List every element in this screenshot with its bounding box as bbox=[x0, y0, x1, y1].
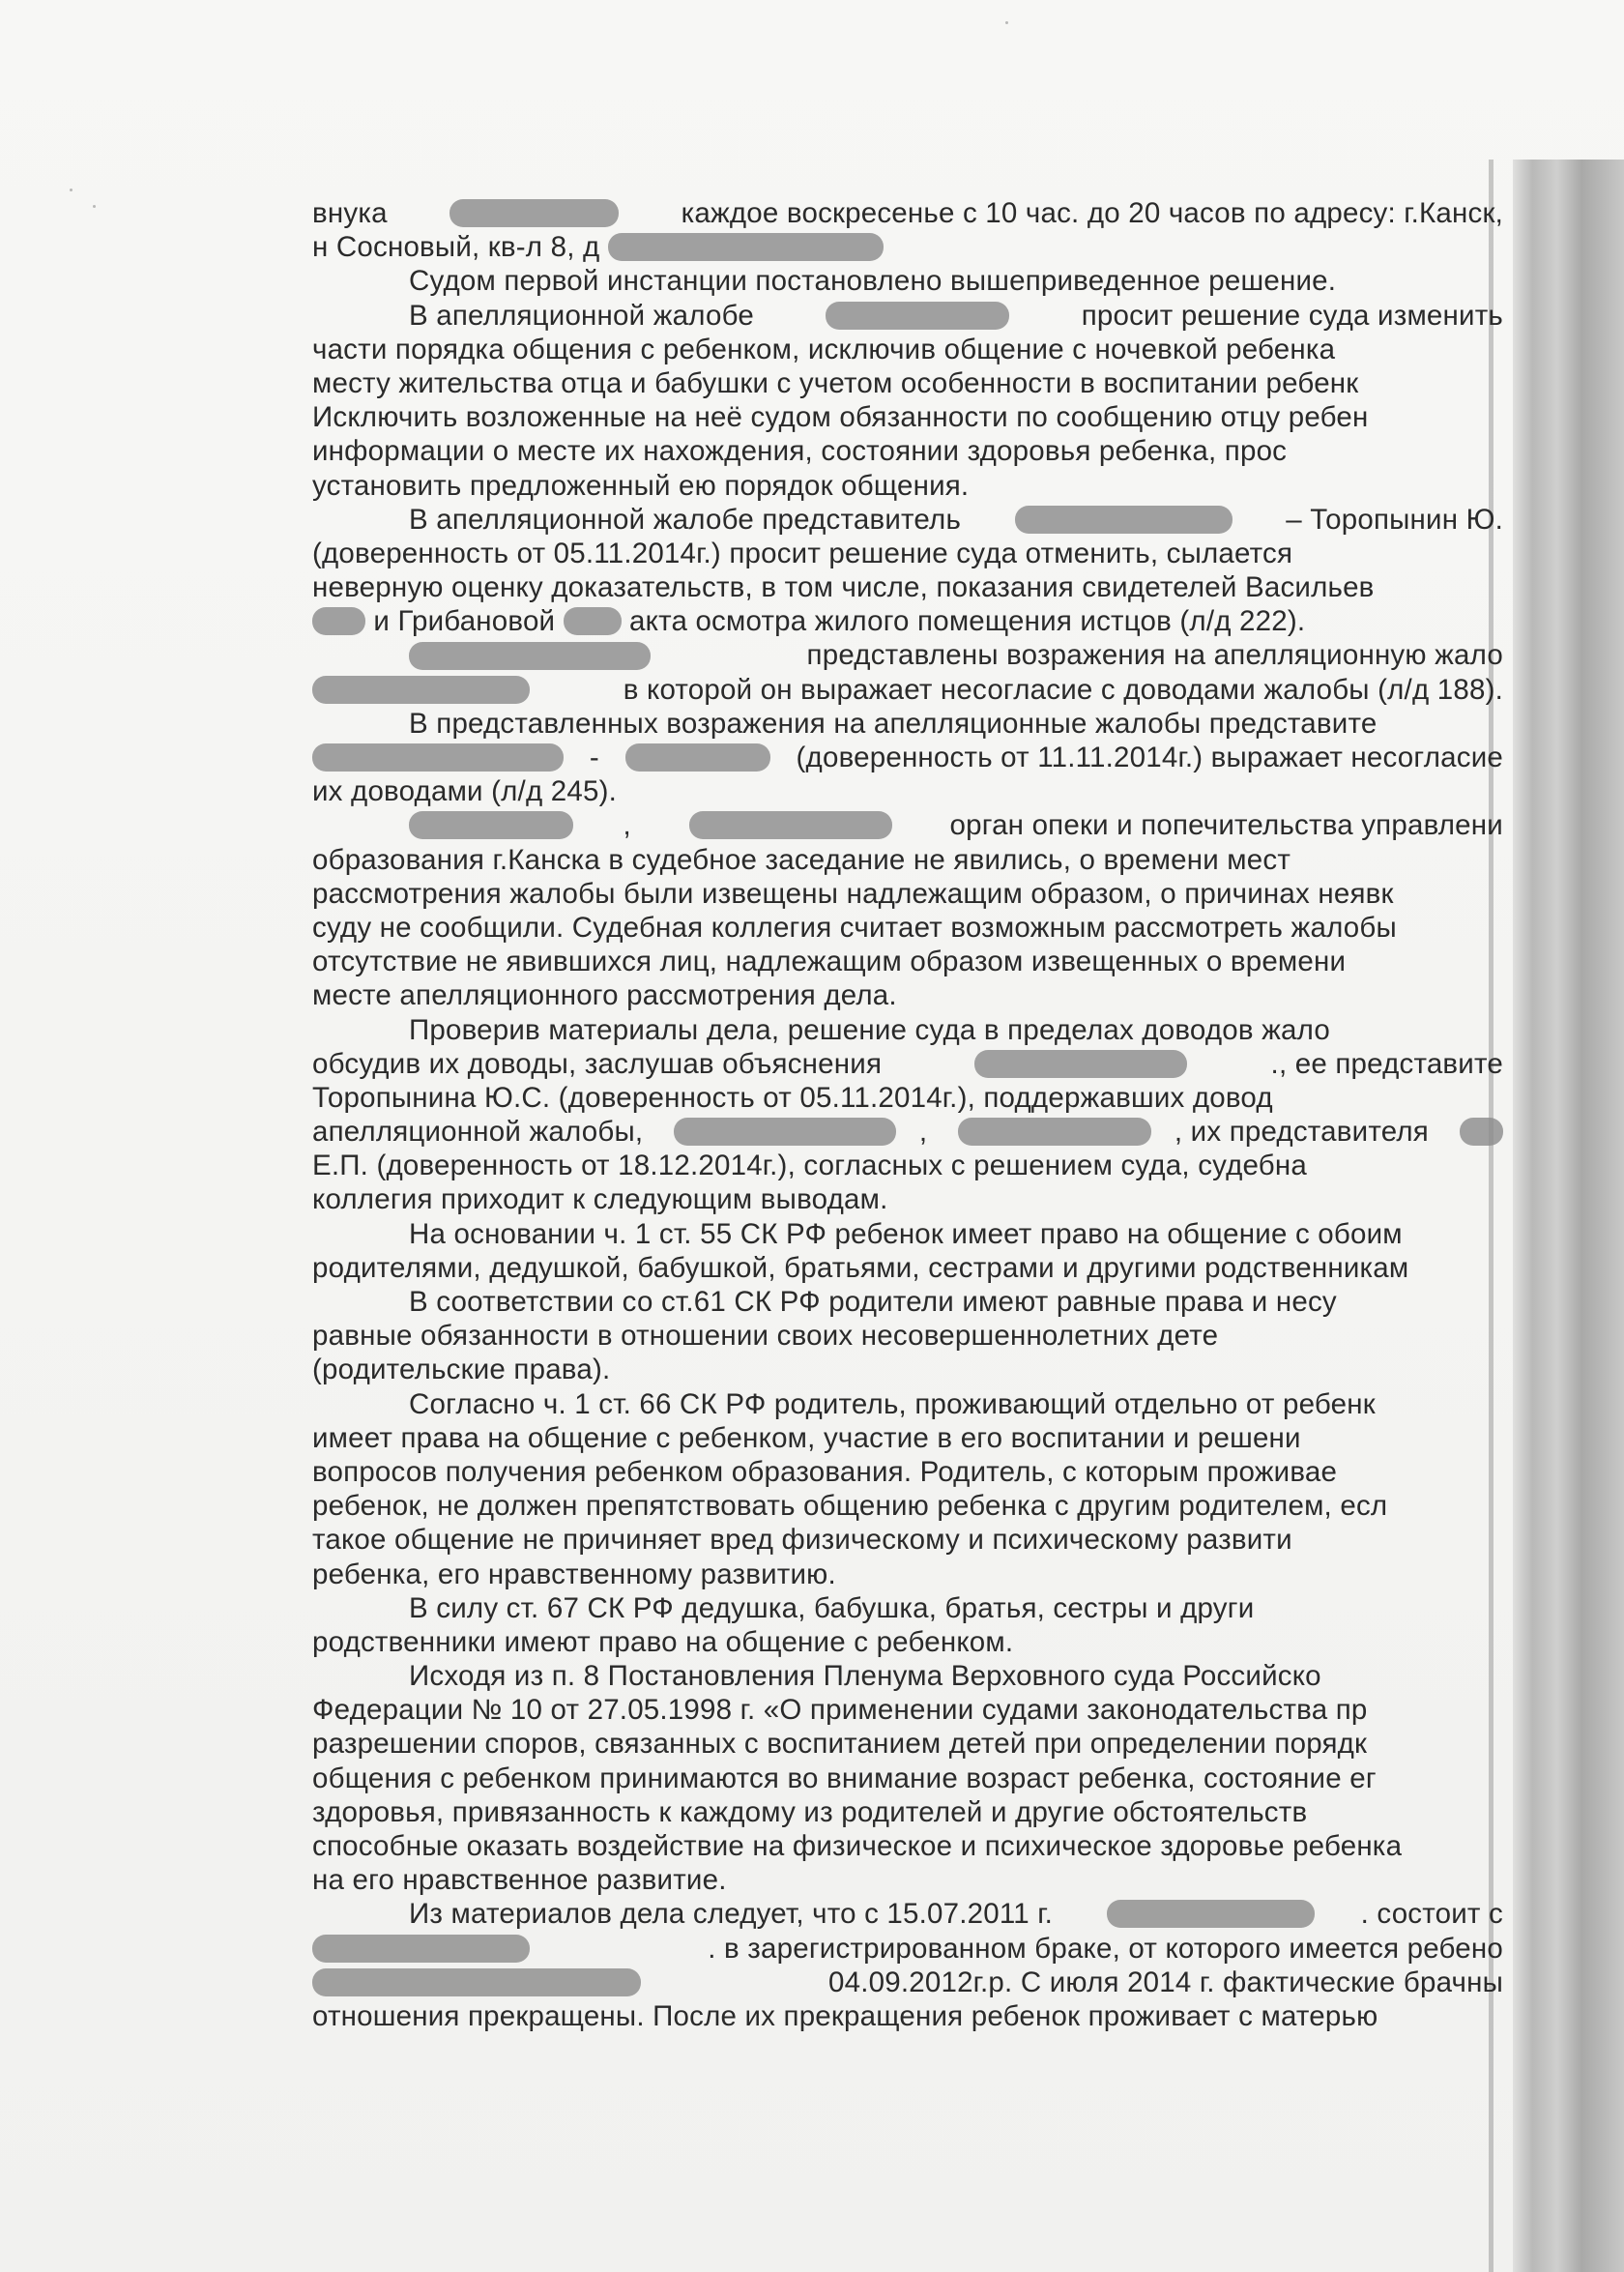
text-line bbox=[312, 1081, 1503, 1115]
redaction-blur bbox=[409, 642, 651, 670]
text-segment: , bbox=[918, 1116, 936, 1149]
redaction-blur bbox=[312, 743, 564, 772]
text-segment: В представленных возражения на апелляционные жалобы представите bbox=[409, 707, 1378, 740]
text-segment: (доверенность от 11.11.2014г.) выражает несогласие bbox=[788, 742, 1503, 773]
text-segment: представлены возражения на апелляционную жало bbox=[798, 639, 1503, 672]
text-segment: просит решение суда изменить bbox=[1073, 299, 1503, 332]
text-segment: ребенка, его нравственному развитию. bbox=[312, 1558, 836, 1590]
text-line bbox=[312, 843, 1503, 877]
redaction-blur bbox=[1107, 1900, 1315, 1928]
text-segment: , их представителя bbox=[1174, 1116, 1437, 1149]
redaction-blur bbox=[564, 607, 622, 635]
redaction-blur bbox=[689, 811, 892, 839]
text-segment: такое общение не причиняет вред физическому и психическому развити bbox=[312, 1524, 1292, 1557]
text-line bbox=[312, 1659, 1503, 1693]
text-line bbox=[312, 1591, 1503, 1625]
text-segment: внука bbox=[312, 197, 396, 229]
text-segment: Торопынина Ю.С. (доверенность от 05.11.2014г.), поддержавших довод bbox=[312, 1081, 1273, 1114]
text-segment: В апелляционной жалобе bbox=[409, 299, 763, 332]
text-segment: апелляционной жалобы, bbox=[312, 1116, 652, 1149]
redaction-blur bbox=[826, 302, 1009, 330]
text-segment: Проверив материалы дела, решение суда в пределах доводов жало bbox=[409, 1013, 1331, 1046]
text-segment: 04.09.2012г.р. С июля 2014 г. фактические брачны bbox=[820, 1966, 1503, 1998]
text-segment: части порядка общения с ребенком, исключив общение с ночевкой ребенка bbox=[312, 333, 1336, 365]
text-line bbox=[312, 1999, 1503, 2033]
text-line bbox=[312, 1285, 1503, 1319]
text-line bbox=[312, 1217, 1503, 1251]
text-line bbox=[312, 945, 1503, 978]
text-segment: Исключить возложенные на неё судом обязанности по сообщению отцу ребен bbox=[312, 401, 1369, 434]
text-line bbox=[312, 707, 1503, 741]
text-line bbox=[312, 911, 1503, 945]
text-line bbox=[312, 1829, 1503, 1863]
text-line bbox=[312, 1353, 1503, 1386]
text-line bbox=[312, 1558, 1503, 1591]
redaction-blur bbox=[409, 811, 573, 839]
redaction-blur bbox=[958, 1118, 1151, 1146]
text-line bbox=[312, 1013, 1503, 1047]
text-segment: Федерации № 10 от 27.05.1998 г. «О применении судами законодательства пр bbox=[312, 1694, 1368, 1727]
redaction-blur bbox=[312, 1968, 641, 1996]
text-segment: на его нравственное развитие. bbox=[312, 1864, 727, 1897]
text-line bbox=[312, 673, 1503, 707]
text-segment: каждое воскресенье с 10 час. до 20 часов по адресу: г.Канск, bbox=[673, 197, 1503, 229]
text-segment: рассмотрения жалобы были извещены надлежащим образом, о причинах неявк bbox=[312, 877, 1394, 910]
text-line bbox=[312, 1319, 1503, 1353]
text-segment: отсутствие не явившихся лиц, надлежащим образом извещенных о времени bbox=[312, 946, 1347, 978]
text-segment: в которой он выражает несогласие с доводами жалобы (л/д 188). bbox=[615, 673, 1503, 706]
text-segment: их доводами (л/д 245). bbox=[312, 775, 617, 808]
text-line bbox=[312, 299, 1503, 333]
text-segment: вопросов получения ребенком образования. Родитель, с которым проживае bbox=[312, 1455, 1338, 1488]
redaction-blur bbox=[674, 1118, 896, 1146]
text-segment: месту жительства отца и бабушки с учетом особенности в воспитании ребенк bbox=[312, 366, 1359, 399]
redaction-blur bbox=[312, 1935, 530, 1963]
text-line bbox=[312, 366, 1503, 400]
text-segment: здоровья, привязанность к каждому из родителей и другие обстоятельств bbox=[312, 1795, 1308, 1828]
text-line bbox=[312, 1387, 1503, 1421]
text-line bbox=[312, 877, 1503, 911]
text-line bbox=[312, 1489, 1503, 1523]
text-line bbox=[312, 1625, 1503, 1659]
text-segment: , bbox=[623, 809, 640, 842]
text-line bbox=[312, 1523, 1503, 1557]
text-line bbox=[312, 978, 1503, 1012]
text-line bbox=[312, 774, 1503, 808]
text-segment: обсудив их доводы, заслушав объяснения bbox=[312, 1047, 890, 1080]
redaction-blur bbox=[974, 1050, 1187, 1078]
document-body bbox=[312, 196, 1503, 2159]
text-segment: суду не сообщили. Судебная коллегия считает возможным рассмотреть жалобы bbox=[312, 911, 1397, 944]
text-segment: – Торопынин Ю. bbox=[1277, 503, 1503, 536]
text-line bbox=[312, 503, 1503, 537]
text-line bbox=[312, 537, 1503, 570]
redaction-blur bbox=[450, 199, 619, 227]
text-line bbox=[312, 1455, 1503, 1489]
text-segment: (доверенность от 05.11.2014г.) просит решение суда отменить, сылается bbox=[312, 537, 1293, 569]
text-segment: установить предложенный ею порядок общения. bbox=[312, 469, 970, 502]
text-segment: разрешении споров, связанных с воспитанием детей при определении порядк bbox=[312, 1728, 1368, 1761]
text-segment: равные обязанности в отношении своих несовершеннолетних дете bbox=[312, 1320, 1219, 1353]
text-line bbox=[312, 1966, 1503, 1999]
text-segment: (родительские права). bbox=[312, 1354, 611, 1386]
text-segment: акта осмотра жилого помещения истцов (л/д 222). bbox=[621, 605, 1306, 638]
text-segment: В апелляционной жалобе представитель bbox=[409, 503, 970, 536]
text-segment: Судом первой инстанции постановлено вышеприведенное решение. bbox=[409, 265, 1337, 298]
text-line bbox=[312, 1762, 1503, 1795]
text-line bbox=[312, 570, 1503, 604]
text-line bbox=[312, 230, 1503, 264]
text-segment: ребенок, не должен препятствовать общению ребенка с другим родителем, есл bbox=[312, 1490, 1388, 1523]
text-line bbox=[312, 1251, 1503, 1285]
text-line bbox=[312, 1795, 1503, 1829]
text-line bbox=[312, 604, 1503, 638]
text-line bbox=[312, 1932, 1503, 1966]
text-segment: отношения прекращены. После их прекращения ребенок проживает с матерью bbox=[312, 1999, 1378, 2032]
text-line bbox=[312, 1693, 1503, 1727]
text-segment: . в зарегистрированном браке, от которого имеется ребено bbox=[708, 1932, 1503, 1965]
text-segment: н Сосновый, кв-л 8, д bbox=[312, 231, 608, 264]
redaction-blur bbox=[312, 676, 530, 704]
text-line bbox=[312, 400, 1503, 434]
text-segment: родителями, дедушкой, бабушкой, братьями, сестрами и другими родственникам bbox=[312, 1251, 1409, 1284]
text-segment: информации о месте их нахождения, состоянии здоровья ребенка, прос bbox=[312, 435, 1288, 468]
text-segment: Е.П. (доверенность от 18.12.2014г.), согласных с решением суда, судебна bbox=[312, 1150, 1307, 1182]
text-segment: месте апелляционного рассмотрения дела. bbox=[312, 979, 897, 1012]
text-segment: коллегия приходит к следующим выводам. bbox=[312, 1183, 888, 1216]
scan-shadow-edge bbox=[1513, 160, 1624, 2272]
text-line bbox=[312, 1897, 1503, 1931]
scan-speck bbox=[70, 189, 72, 191]
redaction-blur bbox=[608, 233, 884, 261]
text-line bbox=[312, 1727, 1503, 1761]
text-segment: ., ее представите bbox=[1270, 1047, 1503, 1080]
redaction-blur bbox=[312, 607, 365, 635]
text-segment: родственники имеют право на общение с ребенком. bbox=[312, 1625, 1014, 1658]
redaction-blur bbox=[1015, 506, 1232, 534]
text-line bbox=[312, 469, 1503, 503]
text-line bbox=[312, 638, 1503, 672]
text-segment: орган опеки и попечительства управлени bbox=[942, 809, 1503, 842]
text-segment: способные оказать воздействие на физическое и психическое здоровье ребенка bbox=[312, 1830, 1403, 1862]
text-segment: Из материалов дела следует, что с 15.07.2011 г. bbox=[409, 1898, 1061, 1931]
text-line bbox=[312, 196, 1503, 230]
redaction-blur bbox=[1460, 1118, 1503, 1146]
text-segment: Согласно ч. 1 ст. 66 СК РФ родитель, проживающий отдельно от ребенк bbox=[409, 1387, 1376, 1420]
text-segment: общения с ребенком принимаются во внимание возраст ребенка, состояние ег bbox=[312, 1762, 1377, 1794]
text-line bbox=[312, 1421, 1503, 1455]
text-segment: В соответствии со ст.61 СК РФ родители имеют равные права и несу bbox=[409, 1286, 1337, 1318]
text-line bbox=[312, 1149, 1503, 1182]
text-segment: и Грибановой bbox=[365, 605, 564, 638]
text-segment: Исходя из п. 8 Постановления Пленума Верховного суда Российско bbox=[409, 1660, 1321, 1693]
text-segment: В силу ст. 67 СК РФ дедушка, бабушка, братья, сестры и други bbox=[409, 1591, 1255, 1624]
text-segment: неверную оценку доказательств, в том числе, показания свидетелей Васильев bbox=[312, 571, 1375, 604]
scan-speck bbox=[93, 205, 96, 208]
redaction-blur bbox=[625, 743, 770, 772]
text-segment: - bbox=[581, 742, 608, 773]
text-line bbox=[312, 808, 1503, 842]
text-line bbox=[312, 741, 1503, 774]
text-segment: имеет права на общение с ребенком, участие в его воспитании и решени bbox=[312, 1421, 1301, 1454]
text-line bbox=[312, 264, 1503, 298]
text-line bbox=[312, 1182, 1503, 1216]
text-line bbox=[312, 1115, 1503, 1149]
text-segment: . состоит с bbox=[1360, 1898, 1503, 1931]
text-segment: образования г.Канска в судебное заседание не явились, о времени мест bbox=[312, 843, 1291, 876]
text-line bbox=[312, 1047, 1503, 1081]
text-line bbox=[312, 1863, 1503, 1897]
text-line bbox=[312, 333, 1503, 366]
text-line bbox=[312, 434, 1503, 468]
text-segment: На основании ч. 1 ст. 55 СК РФ ребенок имеет право на общение с обоим bbox=[409, 1217, 1403, 1250]
scan-speck bbox=[1005, 21, 1008, 24]
